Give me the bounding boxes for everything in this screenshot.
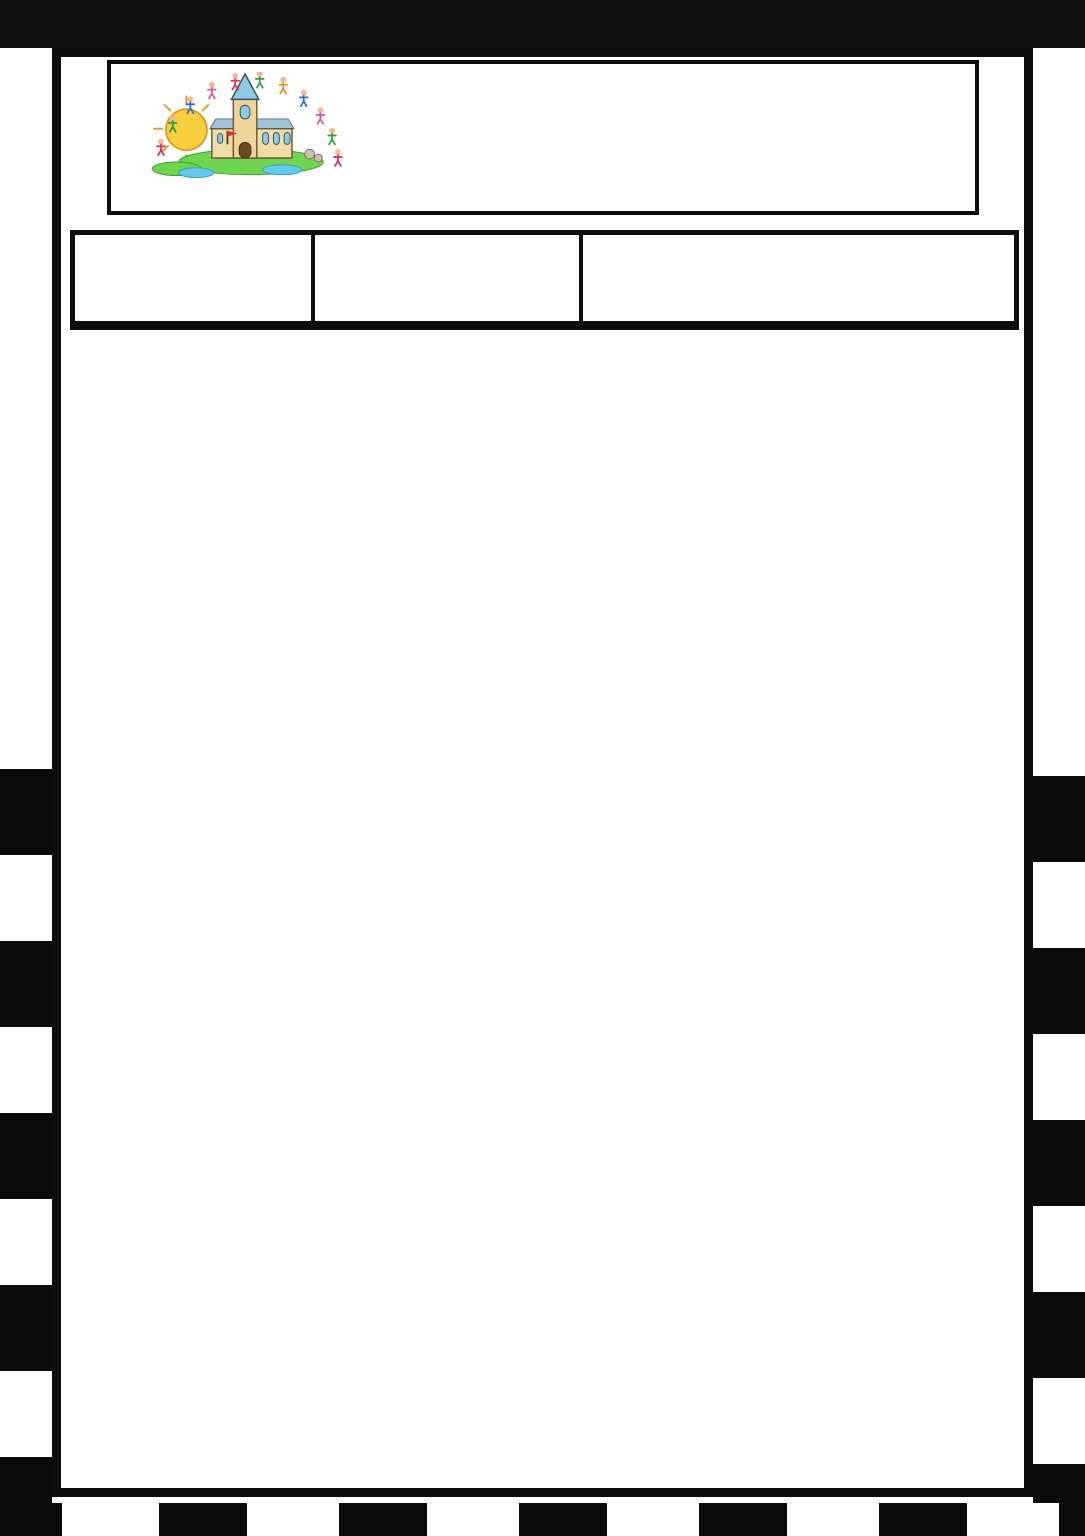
left-border-stripe xyxy=(0,48,52,1536)
poster-page xyxy=(52,48,1033,1497)
left-stripe-solid xyxy=(0,48,52,683)
right-border-stripe xyxy=(1033,48,1085,1536)
right-stripe-checkers xyxy=(1033,690,1085,1536)
top-border-stripes xyxy=(0,0,1085,48)
column-header-day xyxy=(75,235,315,321)
right-stripe-solid xyxy=(1033,48,1085,690)
dornoch-logo xyxy=(119,72,377,204)
column-header-event xyxy=(583,235,1014,321)
left-stripe-checkers xyxy=(0,683,52,1536)
dornoch-logo-illustration xyxy=(123,72,373,204)
banner-title xyxy=(377,65,967,211)
column-header-time xyxy=(315,235,583,321)
bottom-border-checkers xyxy=(0,1503,1085,1536)
schedule-table xyxy=(70,230,1019,330)
header-banner xyxy=(107,60,979,215)
table-header-row xyxy=(75,235,1014,325)
